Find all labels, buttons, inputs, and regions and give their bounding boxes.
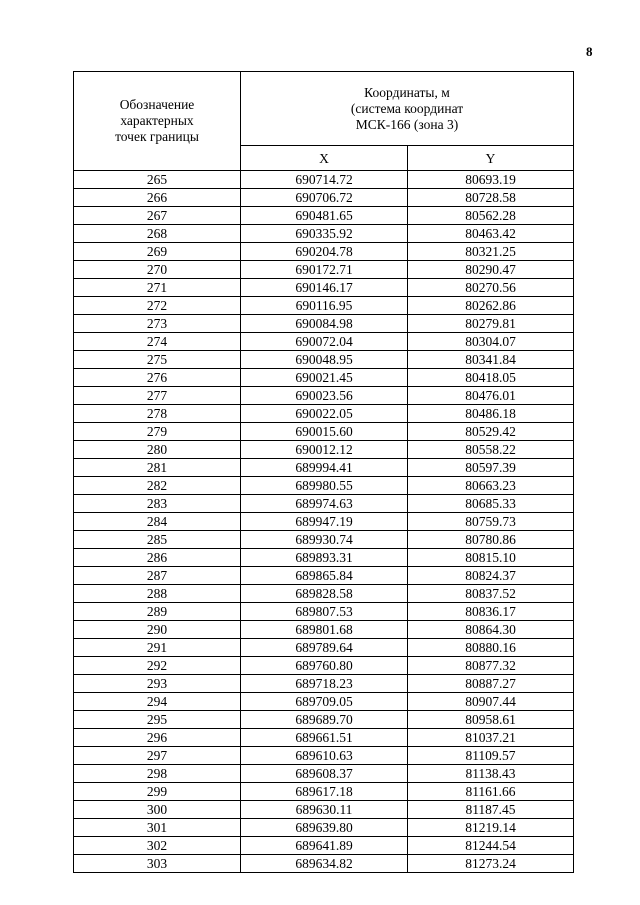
- y-coordinate-cell: 80290.47: [408, 261, 574, 279]
- y-coordinate-cell: 81109.57: [408, 747, 574, 765]
- y-coordinate-cell: 80418.05: [408, 369, 574, 387]
- x-coordinate-cell: 690204.78: [241, 243, 408, 261]
- y-coordinate-cell: 80262.86: [408, 297, 574, 315]
- coordinates-header: [241, 72, 574, 146]
- point-number-cell: 286: [74, 549, 241, 567]
- y-coordinate-cell: 80880.16: [408, 639, 574, 657]
- x-coordinate-cell: 689610.63: [241, 747, 408, 765]
- point-number-cell: 297: [74, 747, 241, 765]
- table-row: [74, 747, 574, 765]
- point-number-cell: 300: [74, 801, 241, 819]
- y-coordinate-cell: 81161.66: [408, 783, 574, 801]
- x-coordinate-cell: 689641.89: [241, 837, 408, 855]
- y-coordinate-cell: 80476.01: [408, 387, 574, 405]
- point-number-cell: 289: [74, 603, 241, 621]
- coordinates-table: [73, 71, 574, 873]
- table-row: [74, 207, 574, 225]
- point-number-cell: 280: [74, 441, 241, 459]
- point-number-cell: 273: [74, 315, 241, 333]
- y-coordinate-cell: 80815.10: [408, 549, 574, 567]
- coords-header-line: Координаты, м: [364, 84, 450, 100]
- table-row: [74, 369, 574, 387]
- x-coordinate-cell: 689974.63: [241, 495, 408, 513]
- y-coordinate-cell: 80597.39: [408, 459, 574, 477]
- point-number-cell: 294: [74, 693, 241, 711]
- x-coordinate-cell: 690706.72: [241, 189, 408, 207]
- point-number-cell: 303: [74, 855, 241, 873]
- point-designation-header: [74, 72, 241, 171]
- point-number-cell: 267: [74, 207, 241, 225]
- x-coordinate-cell: 689828.58: [241, 585, 408, 603]
- x-coordinate-cell: 689639.80: [241, 819, 408, 837]
- point-number-cell: 296: [74, 729, 241, 747]
- table-row: [74, 603, 574, 621]
- table-row: [74, 585, 574, 603]
- point-number-cell: 274: [74, 333, 241, 351]
- page-number: 8: [586, 44, 593, 59]
- point-number-cell: 275: [74, 351, 241, 369]
- point-number-cell: 292: [74, 657, 241, 675]
- point-number-cell: 301: [74, 819, 241, 837]
- table-row: [74, 261, 574, 279]
- table-row: [74, 729, 574, 747]
- table-row: [74, 837, 574, 855]
- y-coordinate-cell: 80887.27: [408, 675, 574, 693]
- point-header-line: Обозначение: [119, 97, 195, 112]
- x-coordinate-cell: 689947.19: [241, 513, 408, 531]
- point-header-line: точек границы: [115, 129, 199, 144]
- point-number-cell: 293: [74, 675, 241, 693]
- table-row: [74, 405, 574, 423]
- table-row: [74, 225, 574, 243]
- y-coordinate-cell: 80864.30: [408, 621, 574, 639]
- x-coordinate-cell: 689801.68: [241, 621, 408, 639]
- y-coordinate-cell: 80780.86: [408, 531, 574, 549]
- point-number-cell: 288: [74, 585, 241, 603]
- point-number-cell: 266: [74, 189, 241, 207]
- x-coordinate-cell: 690022.05: [241, 405, 408, 423]
- x-coordinate-cell: 689689.70: [241, 711, 408, 729]
- table-row: [74, 567, 574, 585]
- y-coordinate-cell: 81273.24: [408, 855, 574, 873]
- table-row: [74, 387, 574, 405]
- table-row: [74, 333, 574, 351]
- y-coordinate-cell: 80824.37: [408, 567, 574, 585]
- table-row: [74, 477, 574, 495]
- y-coordinate-cell: 81219.14: [408, 819, 574, 837]
- point-number-cell: 302: [74, 837, 241, 855]
- table-row: [74, 297, 574, 315]
- x-coordinate-cell: 689661.51: [241, 729, 408, 747]
- table-row: [74, 855, 574, 873]
- table-row: [74, 351, 574, 369]
- x-coordinate-cell: 689634.82: [241, 855, 408, 873]
- table-row: [74, 819, 574, 837]
- table-row: [74, 189, 574, 207]
- table-row: [74, 459, 574, 477]
- y-coordinate-cell: 80836.17: [408, 603, 574, 621]
- point-number-cell: 299: [74, 783, 241, 801]
- table-row: [74, 279, 574, 297]
- table-row: [74, 783, 574, 801]
- y-coordinate-cell: 80279.81: [408, 315, 574, 333]
- point-number-cell: 298: [74, 765, 241, 783]
- table-row: [74, 441, 574, 459]
- x-coordinate-cell: 689760.80: [241, 657, 408, 675]
- point-number-cell: 265: [74, 171, 241, 189]
- x-coordinate-cell: 690481.65: [241, 207, 408, 225]
- table-row: [74, 315, 574, 333]
- x-coordinate-cell: 690023.56: [241, 387, 408, 405]
- y-coordinate-cell: 80463.42: [408, 225, 574, 243]
- x-coordinate-cell: 689718.23: [241, 675, 408, 693]
- y-coordinate-cell: 81037.21: [408, 729, 574, 747]
- table-row: [74, 639, 574, 657]
- coords-header-line: МСК-166 (зона 3): [355, 116, 459, 132]
- x-coordinate-cell: 690021.45: [241, 369, 408, 387]
- table-row: [74, 171, 574, 189]
- point-number-cell: 270: [74, 261, 241, 279]
- y-coordinate-cell: 80270.56: [408, 279, 574, 297]
- point-number-cell: 276: [74, 369, 241, 387]
- x-coordinate-cell: 690714.72: [241, 171, 408, 189]
- point-number-cell: 271: [74, 279, 241, 297]
- x-coordinate-cell: 690015.60: [241, 423, 408, 441]
- x-coordinate-cell: 689980.55: [241, 477, 408, 495]
- x-coordinate-cell: 689608.37: [241, 765, 408, 783]
- table-row: [74, 711, 574, 729]
- point-number-cell: 283: [74, 495, 241, 513]
- y-coordinate-cell: 80486.18: [408, 405, 574, 423]
- y-coordinate-cell: 80341.84: [408, 351, 574, 369]
- point-number-cell: 269: [74, 243, 241, 261]
- x-coordinate-cell: 690146.17: [241, 279, 408, 297]
- table-row: [74, 549, 574, 567]
- x-coordinate-cell: 690072.04: [241, 333, 408, 351]
- point-number-cell: 272: [74, 297, 241, 315]
- table-row: [74, 657, 574, 675]
- point-number-cell: 268: [74, 225, 241, 243]
- table-row: [74, 801, 574, 819]
- y-coordinate-cell: 80529.42: [408, 423, 574, 441]
- point-number-cell: 290: [74, 621, 241, 639]
- y-coordinate-cell: 80907.44: [408, 693, 574, 711]
- point-number-cell: 287: [74, 567, 241, 585]
- table-header: [74, 72, 574, 171]
- y-coordinate-cell: 81244.54: [408, 837, 574, 855]
- y-column-header: Y: [408, 146, 574, 171]
- x-coordinate-cell: 690012.12: [241, 441, 408, 459]
- table-row: [74, 243, 574, 261]
- table-row: [74, 423, 574, 441]
- x-column-header: X: [241, 146, 408, 171]
- x-coordinate-cell: 689807.53: [241, 603, 408, 621]
- x-coordinate-cell: 689893.31: [241, 549, 408, 567]
- coords-header-line: (система координат: [350, 100, 464, 116]
- x-coordinate-cell: 690084.98: [241, 315, 408, 333]
- point-header-line: характерных: [120, 113, 194, 128]
- y-coordinate-cell: 80562.28: [408, 207, 574, 225]
- table-row: [74, 693, 574, 711]
- x-coordinate-cell: 690335.92: [241, 225, 408, 243]
- x-coordinate-cell: 690116.95: [241, 297, 408, 315]
- point-number-cell: 278: [74, 405, 241, 423]
- table-body: [74, 171, 574, 873]
- point-number-cell: 282: [74, 477, 241, 495]
- x-coordinate-cell: 690048.95: [241, 351, 408, 369]
- table-row: [74, 621, 574, 639]
- x-coordinate-cell: 689630.11: [241, 801, 408, 819]
- table-row: [74, 513, 574, 531]
- y-coordinate-cell: 80558.22: [408, 441, 574, 459]
- y-coordinate-cell: 80685.33: [408, 495, 574, 513]
- point-number-cell: 279: [74, 423, 241, 441]
- x-coordinate-cell: 689865.84: [241, 567, 408, 585]
- y-coordinate-cell: 80877.32: [408, 657, 574, 675]
- y-coordinate-cell: 80321.25: [408, 243, 574, 261]
- point-number-cell: 281: [74, 459, 241, 477]
- x-coordinate-cell: 689617.18: [241, 783, 408, 801]
- point-number-cell: 295: [74, 711, 241, 729]
- y-coordinate-cell: 80693.19: [408, 171, 574, 189]
- y-coordinate-cell: 81138.43: [408, 765, 574, 783]
- point-number-cell: 284: [74, 513, 241, 531]
- x-coordinate-cell: 689930.74: [241, 531, 408, 549]
- y-coordinate-cell: 80663.23: [408, 477, 574, 495]
- table-row: [74, 765, 574, 783]
- x-coordinate-cell: 689709.05: [241, 693, 408, 711]
- table-row: [74, 495, 574, 513]
- x-coordinate-cell: 690172.71: [241, 261, 408, 279]
- table-row: [74, 531, 574, 549]
- y-coordinate-cell: 80304.07: [408, 333, 574, 351]
- y-coordinate-cell: 80958.61: [408, 711, 574, 729]
- table-row: [74, 675, 574, 693]
- y-coordinate-cell: 80837.52: [408, 585, 574, 603]
- y-coordinate-cell: 80728.58: [408, 189, 574, 207]
- point-number-cell: 285: [74, 531, 241, 549]
- point-number-cell: 291: [74, 639, 241, 657]
- y-coordinate-cell: 80759.73: [408, 513, 574, 531]
- y-coordinate-cell: 81187.45: [408, 801, 574, 819]
- point-number-cell: 277: [74, 387, 241, 405]
- x-coordinate-cell: 689994.41: [241, 459, 408, 477]
- x-coordinate-cell: 689789.64: [241, 639, 408, 657]
